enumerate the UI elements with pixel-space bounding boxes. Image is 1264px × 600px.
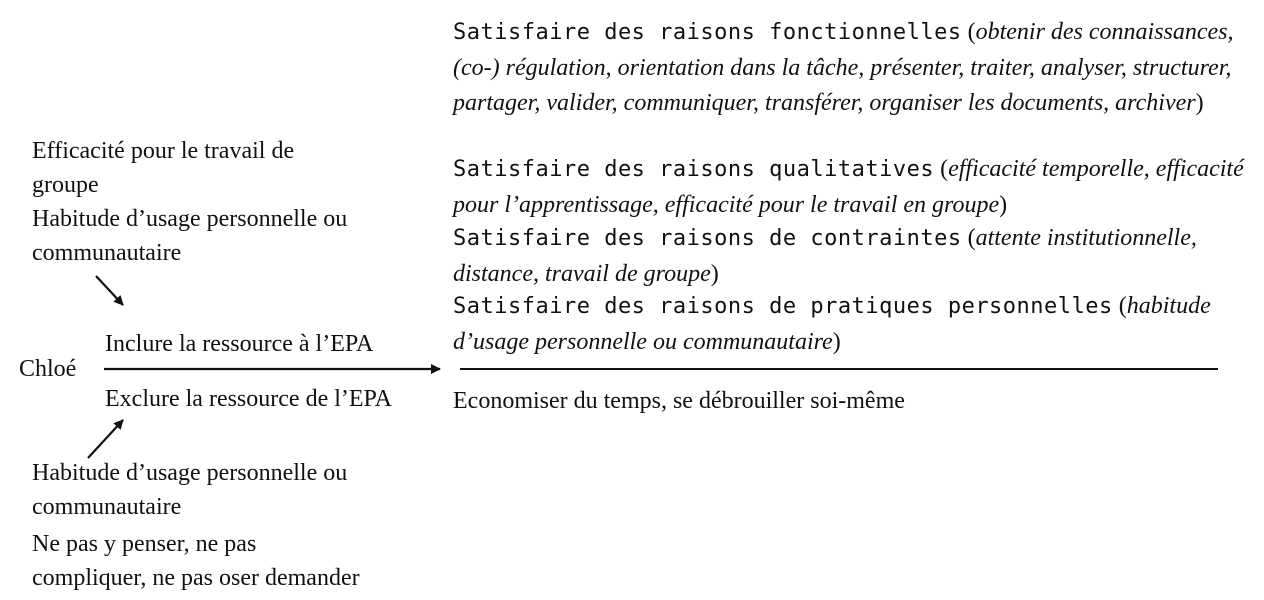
reason-constraints: Satisfaire des raisons de contraintes (attente institutionnelle, distance, travail de groupe) bbox=[453, 225, 1197, 287]
reason-functional: Satisfaire des raisons fonctionnelles (obtenir des connaissances, (co-) régulation, orientation dans la tâche, présenter, traiter, analyser, structurer, partager, valider, communiquer, transférer, organiser les documents, archiver) bbox=[453, 19, 1234, 116]
include-label: Inclure la ressource à l’EPA bbox=[105, 331, 374, 357]
actor-label: Chloé bbox=[19, 356, 77, 382]
left-bottom-line-2: communautaire bbox=[32, 494, 182, 520]
reason-detail: efficacité temporelle, efficacité pour l’apprentissage, efficacité pour le travail en groupe bbox=[453, 156, 1244, 218]
include-reasons bbox=[453, 14, 1253, 356]
exclude-label: Exclure la ressource de l’EPA bbox=[105, 386, 393, 412]
exclude-reason: Economiser du temps, se débrouiller soi-même bbox=[453, 388, 905, 414]
left-bottom-line-1: Habitude d’usage personnelle ou bbox=[32, 460, 348, 486]
top-diagonal-arrow bbox=[96, 276, 123, 305]
left-bottom-line-3: Ne pas y penser, ne pas bbox=[32, 531, 257, 557]
left-top-line-3: Habitude d’usage personnelle ou bbox=[32, 206, 348, 232]
left-top-line-4: communautaire bbox=[32, 240, 182, 266]
reason-personal-practices: Satisfaire des raisons de pratiques personnelles (habitude d’usage personnelle ou communautaire) bbox=[453, 293, 1211, 355]
bottom-diagonal-arrow bbox=[88, 420, 123, 458]
reason-lead: Satisfaire des raisons de contraintes bbox=[453, 226, 962, 251]
left-top-line-2: groupe bbox=[32, 172, 99, 198]
reason-detail: attente institutionnelle, distance, travail de groupe bbox=[453, 225, 1197, 287]
reason-lead: Satisfaire des raisons fonctionnelles bbox=[453, 20, 962, 45]
reason-qualitative: Satisfaire des raisons qualitatives (efficacité temporelle, efficacité pour l’apprentissage, efficacité pour le travail en groupe) bbox=[453, 156, 1244, 218]
left-bottom-line-4: compliquer, ne pas oser demander bbox=[32, 565, 360, 591]
reason-detail: obtenir des connaissances, (co-) régulation, orientation dans la tâche, présenter, traiter, analyser, structurer, partager, valider, communiquer, transférer, organiser les documents, archiver bbox=[453, 19, 1234, 116]
left-top-line-1: Efficacité pour le travail de bbox=[32, 138, 295, 164]
reason-lead: Satisfaire des raisons qualitatives bbox=[453, 157, 935, 182]
reason-detail: habitude d’usage personnelle ou communautaire bbox=[453, 293, 1211, 355]
reason-lead: Satisfaire des raisons de pratiques personnelles bbox=[453, 294, 1113, 319]
